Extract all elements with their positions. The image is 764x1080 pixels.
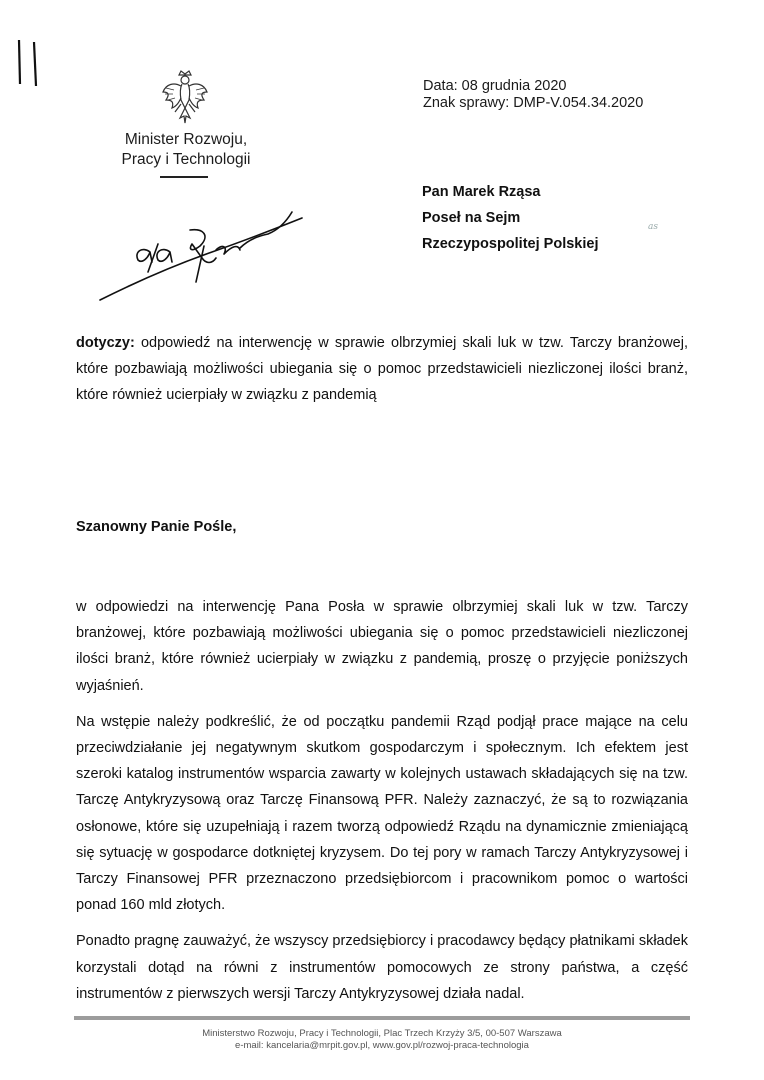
- letter-metadata: [423, 78, 643, 112]
- polish-eagle-emblem-icon: [160, 70, 210, 126]
- footer-contact: e-mail: kancelaria@mrpit.gov.pl, www.gov.pl/rozwoj-praca-technologia: [235, 1040, 529, 1051]
- salutation: Szanowny Panie Pośle,: [76, 519, 237, 535]
- recipient-institution: Rzeczypospolitej Polskiej: [422, 236, 599, 252]
- margin-marks: [14, 38, 44, 88]
- ministry-name-line1: Minister Rozwoju,: [124, 131, 248, 148]
- handwritten-signature: [92, 200, 322, 310]
- subject-line: [76, 330, 688, 408]
- stray-annotation: as: [648, 222, 658, 232]
- subject-text: odpowiedź na interwencję w sprawie olbrzymiej skali luk w tzw. Tarczy branżowej, które pozbawiają możliwości ubiegania się o pomoc przedstawicieli niezliczonej ilości branż, które również ucierpiały w związku z pandemią: [76, 335, 688, 403]
- ministry-name: [108, 130, 264, 170]
- subject-label: dotyczy:: [76, 335, 135, 351]
- body-paragraph-2: Na wstępie należy podkreślić, że od początku pandemii Rząd podjął prace mające na celu przeciwdziałanie jej negatywnym skutkom gospodarczym i społecznym. Ich efektem jest szeroki katalog instrumentów wsparcia zawarty w kolejnych ustawach składających się na tzw. Tarczę Antykryzysową oraz Tarczę Finansową PFR. Należy zaznaczyć, że są to rozwiązania osłonowe, które się uzupełniają i razem tworzą odpowiedź Rządu na dynamicznie zmieniającą się sytuację w gospodarce dotkniętej kryzysem. Do tej pory w ramach Tarczy Antykryzysowej i Tarczy Finansowej PFR przeznaczono przedsiębiorcom i pracownikom pomoc o wartości ponad 160 mld złotych.: [76, 713, 688, 914]
- ministry-name-line2: Pracy i Technologii: [121, 151, 251, 168]
- letter-body: [76, 594, 688, 1017]
- footer-address: Ministerstwo Rozwoju, Pracy i Technologii, Plac Trzech Krzyży 3/5, 00-507 Warszawa: [202, 1028, 562, 1039]
- case-reference: Znak sprawy: DMP-V.054.34.2020: [423, 95, 644, 111]
- letter-date: Data: 08 grudnia 2020: [423, 78, 567, 94]
- footer-divider: [74, 1016, 690, 1020]
- recipient-block: [422, 179, 598, 257]
- ministry-divider: [160, 176, 208, 178]
- recipient-title: Poseł na Sejm: [422, 210, 521, 226]
- body-paragraph-3: Ponadto pragnę zauważyć, że wszyscy przedsiębiorcy i pracodawcy będący płatnikami składek korzystali dotąd na równi z instrumentów pomocowych ze strony państwa, a część instrumentów z pierwszych wersji Tarczy Antykryzysowej działa nadal.: [76, 933, 688, 1002]
- body-paragraph-1: w odpowiedzi na interwencję Pana Posła w sprawie olbrzymiej skali luk w tzw. Tarczy branżowej, które pozbawiają możliwości ubiegania się o pomoc przedstawicieli niezliczonej ilości branż, które również ucierpiały w związku z pandemią, proszę o przyjęcie poniższych wyjaśnień.: [76, 599, 688, 694]
- page-footer: [74, 1028, 690, 1052]
- recipient-name: Pan Marek Rząsa: [422, 184, 541, 200]
